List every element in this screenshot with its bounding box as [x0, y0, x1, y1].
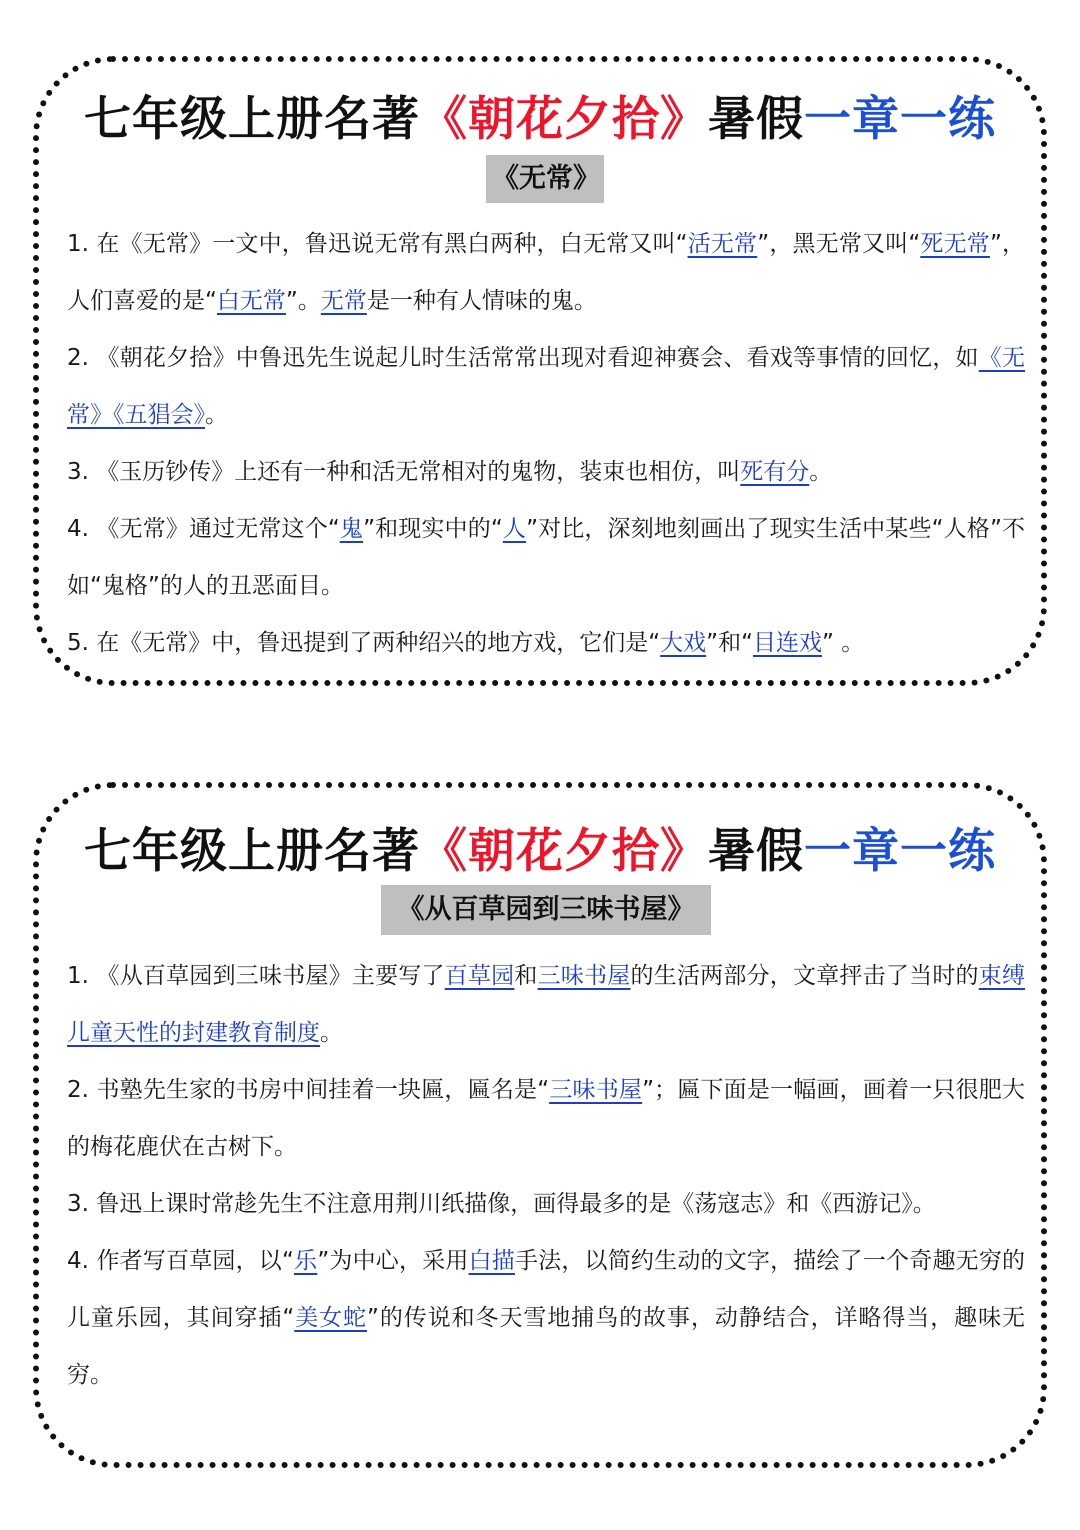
question-text: 2. 《朝花夕拾》中鲁迅先生说起儿时生活常常出现对看迎神赛会、看戏等事情的回忆，如 — [67, 345, 979, 371]
question-text: 2. 书塾先生家的书房中间挂着一块匾，匾名是“ — [67, 1077, 550, 1103]
question-item — [67, 615, 1025, 672]
title-suffix: 一章一练 — [804, 92, 996, 147]
answer-text: 死有分 — [740, 459, 810, 485]
question-item — [67, 948, 1025, 1062]
answer-text: 鬼 — [339, 516, 364, 542]
question-text: ”和“ — [706, 630, 754, 656]
question-text: ”和现实中的“ — [363, 516, 503, 542]
answer-text: 白描 — [468, 1248, 515, 1274]
question-text: 是一种有人情味的鬼。 — [366, 288, 597, 314]
chapter-badge: 《无常》 — [486, 155, 604, 203]
question-text: 手法，以简约生动的文字，描绘了一个奇趣无穷的儿童乐园，其间穿插“ — [67, 1248, 1026, 1331]
title-suffix: 一章一练 — [804, 824, 996, 879]
question-item — [67, 330, 1025, 444]
answer-text: 目连戏 — [753, 630, 823, 656]
answer-text: 美女蛇 — [294, 1305, 367, 1331]
answer-text: 大戏 — [660, 630, 707, 656]
answer-text: 乐 — [293, 1248, 318, 1274]
question-text: ” 。 — [822, 630, 865, 656]
title-prefix: 七年级上册名著 — [84, 92, 420, 147]
question-text: ”对比，深刻地刻画出了现实生活中某些“人格”不如“鬼格”的人的丑恶面目。 — [67, 516, 1025, 599]
question-text: 4. 《无常》通过无常这个“ — [67, 516, 340, 542]
question-text: 1. 《从百草园到三味书屋》主要写了 — [67, 963, 445, 989]
question-text: 4. 作者写百草园，以“ — [67, 1248, 294, 1274]
question-item — [67, 1233, 1025, 1404]
question-list — [67, 216, 1025, 672]
question-text: 和 — [514, 963, 538, 989]
question-text: 。 — [809, 459, 833, 485]
title-book: 《朝花夕拾》 — [420, 92, 708, 147]
question-item — [67, 1062, 1025, 1176]
question-item — [67, 216, 1025, 330]
title-mid: 暑假 — [708, 92, 804, 147]
question-item — [67, 501, 1025, 615]
answer-text: 三味书屋 — [549, 1077, 643, 1103]
answer-text: 束缚儿童天性的封建教育制度 — [67, 963, 1025, 1046]
question-list — [67, 948, 1025, 1404]
question-text: ”为中心，采用 — [317, 1248, 469, 1274]
question-text: 5. 在《无常》中，鲁迅提到了两种绍兴的地方戏，它们是“ — [67, 630, 661, 656]
answer-text: 死无常 — [920, 231, 990, 257]
question-text: ”，人们喜爱的是“ — [67, 231, 1026, 314]
answer-text: 白无常 — [216, 288, 286, 314]
title-book: 《朝花夕拾》 — [420, 824, 708, 879]
question-text: ”，黑无常又叫“ — [757, 231, 921, 257]
question-text: 。 — [205, 402, 228, 428]
question-text: 。 — [320, 1020, 343, 1046]
worksheet-title — [39, 82, 1041, 149]
question-text: 3. 鲁迅上课时常趁先生不注意用荆川纸描像，画得最多的是《荡寇志》和《西游记》。 — [67, 1191, 936, 1217]
question-text: ”的传说和冬天雪地捕鸟的故事，动静结合，详略得当，趣味无穷。 — [67, 1305, 1025, 1388]
title-prefix: 七年级上册名著 — [84, 824, 420, 879]
question-text: ”。 — [285, 288, 321, 314]
answer-text: 无常 — [320, 288, 367, 314]
answer-text: 三味书屋 — [537, 963, 631, 989]
title-mid: 暑假 — [708, 824, 804, 879]
answer-text: 《无常》《五猖会》 — [67, 345, 1025, 428]
answer-text: 活无常 — [687, 231, 758, 257]
question-item — [67, 444, 1025, 501]
answer-text: 人 — [502, 516, 527, 542]
question-text: 3. 《玉历钞传》上还有一种和活无常相对的鬼物，装束也相仿，叫 — [67, 459, 741, 485]
chapter-badge: 《从百草园到三味书屋》 — [381, 885, 711, 935]
question-text: ”；匾下面是一幅画，画着一只很肥大的梅花鹿伏在古树下。 — [67, 1077, 1026, 1160]
question-text: 的生活两部分，文章抨击了当时的 — [630, 963, 979, 989]
answer-text: 百草园 — [444, 963, 515, 989]
worksheet-card-wuchang — [33, 56, 1047, 686]
question-item — [67, 1176, 1025, 1233]
worksheet-title — [39, 814, 1041, 881]
question-text: 1. 在《无常》一文中，鲁迅说无常有黑白两种，白无常又叫“ — [67, 231, 688, 257]
worksheet-card-baicaoyuan — [33, 782, 1047, 1468]
